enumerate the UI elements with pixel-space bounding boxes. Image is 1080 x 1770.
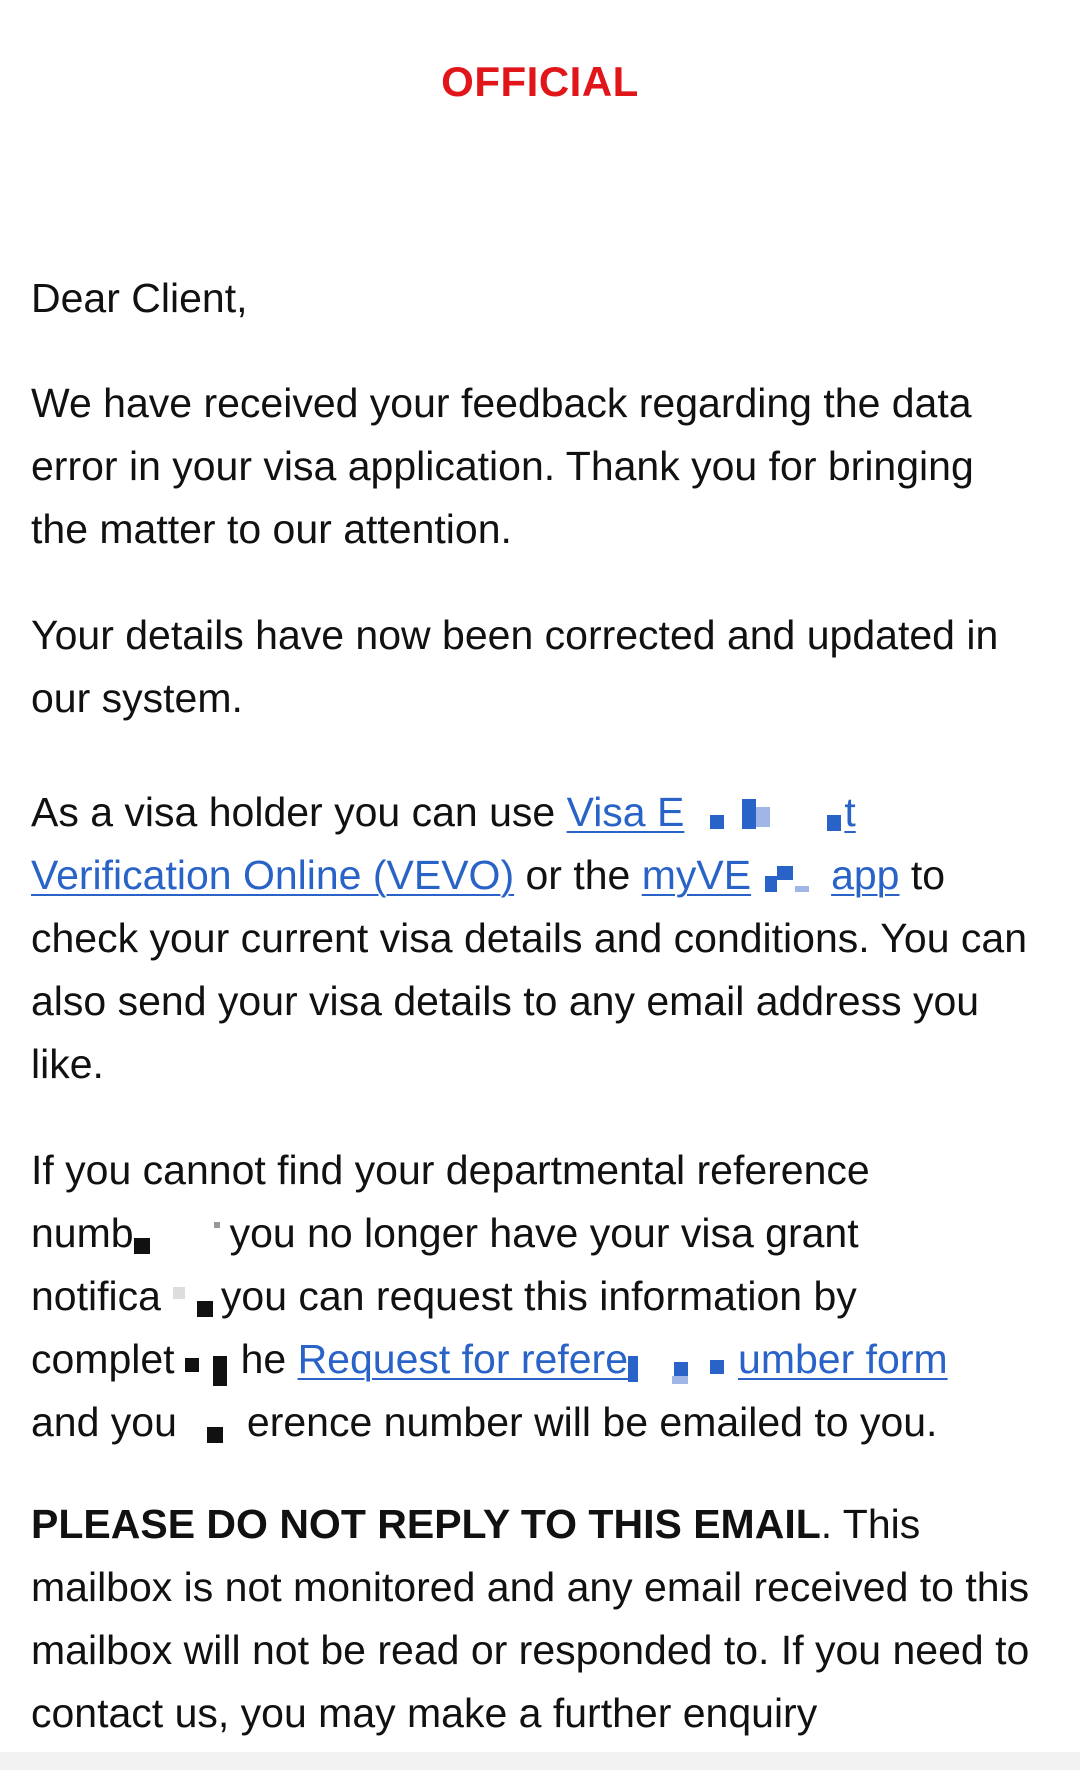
redaction-mark <box>175 1342 241 1382</box>
paragraph-do-not-reply <box>31 1493 1041 1745</box>
do-not-reply-rest: . This mailbox is not monitored and any email received to this mailbox will not be read or responded to. If you need to contact us, you may make a further enquiry <box>31 1501 1030 1736</box>
redaction-mark <box>134 1216 230 1256</box>
vevo-link-part: Verification Online (VEVO) <box>31 852 515 898</box>
redaction-mark <box>684 795 844 835</box>
bottom-edge <box>0 1752 1080 1770</box>
myvevo-link-part: app <box>831 852 900 898</box>
reference-line-3b: you can request this information by <box>220 1273 857 1319</box>
reference-line-2a: numb <box>31 1210 134 1256</box>
myvevo-link-part: myVE <box>641 852 752 898</box>
vevo-link-part: Visa E <box>566 789 685 835</box>
reference-line-4a: complet <box>31 1336 175 1382</box>
request-reference-number-form-link[interactable] <box>298 1336 948 1382</box>
paragraph-feedback: We have received your feedback regarding the data error in your visa application. Thank you for bringing the matter to our attention. <box>31 380 974 552</box>
do-not-reply-notice: PLEASE DO NOT REPLY TO THIS EMAIL <box>31 1501 821 1547</box>
request-link-part: Request for refere <box>297 1336 629 1382</box>
email-body <box>31 0 1051 1736</box>
redaction-mark <box>628 1342 738 1382</box>
reference-line-4b: he <box>240 1336 298 1382</box>
greeting: Dear Client, <box>31 275 248 321</box>
redaction-mark <box>751 858 831 898</box>
classification-label: OFFICIAL <box>441 58 639 105</box>
request-link-part: umber form <box>738 1336 948 1382</box>
vevo-link-part: t <box>844 789 856 835</box>
vevo-rest-text: to check your current visa details and conditions. You can also send your visa details to any email address you like. <box>31 852 1027 1087</box>
reference-line-1: If you cannot find your departmental reference <box>31 1147 870 1193</box>
vevo-intro-text: As a visa holder you can use <box>31 789 567 835</box>
reference-line-5b: erence number will be emailed to you. <box>246 1399 938 1445</box>
vevo-or-text: or the <box>514 852 642 898</box>
paragraph-corrected: Your details have now been corrected and updated in our system. <box>31 612 999 721</box>
reference-line-5a: and you <box>31 1399 177 1445</box>
redaction-mark <box>161 1279 221 1319</box>
redaction-mark <box>177 1405 247 1445</box>
paragraph-reference-number <box>31 1139 1051 1454</box>
myvevo-app-link[interactable] <box>642 852 900 898</box>
paragraph-vevo <box>31 781 1041 1096</box>
reference-line-3a: notifica <box>31 1273 161 1319</box>
reference-line-2b: you no longer have your visa grant <box>229 1210 859 1256</box>
